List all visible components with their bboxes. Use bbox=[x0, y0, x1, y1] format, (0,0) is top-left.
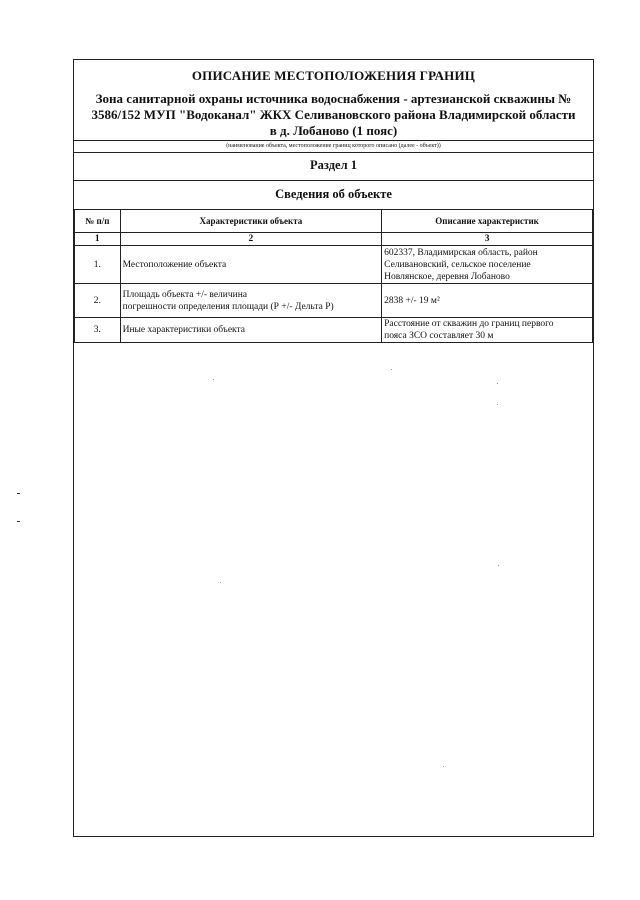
column-number: 2 bbox=[120, 233, 382, 246]
row-number: 1. bbox=[75, 246, 121, 284]
characteristic-line: Площадь объекта +/- величина bbox=[122, 289, 248, 300]
object-name-line: в д. Лобаново (1 пояс) bbox=[269, 123, 398, 138]
table-row bbox=[75, 284, 593, 318]
scan-artifact bbox=[443, 766, 444, 767]
scan-artifact bbox=[213, 379, 214, 380]
row-description bbox=[382, 284, 593, 318]
section-title: Раздел 1 bbox=[310, 158, 357, 172]
scan-artifact bbox=[497, 404, 498, 405]
object-caption: (наименование объекта, местоположение границ которого описано (далее - объект)) bbox=[226, 143, 441, 149]
column-number: 1 bbox=[75, 233, 121, 246]
document-title: ОПИСАНИЕ МЕСТОПОЛОЖЕНИЯ ГРАНИЦ bbox=[191, 68, 476, 83]
scan-artifact bbox=[17, 521, 20, 522]
table-row bbox=[75, 246, 593, 284]
column-header: № п/п bbox=[75, 210, 121, 233]
characteristic-line: погрешности определения площади (Р +/- Дельта Р) bbox=[122, 301, 334, 312]
section-heading: Сведения об объекте bbox=[275, 187, 392, 201]
row-description bbox=[382, 318, 593, 343]
description-line: Расстояние от скважин до границ первого bbox=[384, 319, 554, 329]
object-info-table bbox=[74, 209, 593, 343]
row-description bbox=[382, 246, 593, 284]
row-number: 2. bbox=[75, 284, 121, 318]
row-number: 3. bbox=[75, 318, 121, 343]
table-row bbox=[75, 318, 593, 343]
divider bbox=[74, 140, 593, 141]
scan-artifact bbox=[220, 582, 221, 583]
description-line: 2838 +/- 19 м² bbox=[384, 295, 440, 306]
characteristic-line: Местоположение объекта bbox=[122, 259, 227, 270]
description-line: 602337, Владимирская область, район bbox=[384, 247, 538, 258]
column-header: Характеристики объекта bbox=[120, 210, 382, 233]
row-characteristic bbox=[120, 318, 382, 343]
description-line: Селивановский, сельское поселение bbox=[384, 259, 531, 270]
description-line: Новлянское, деревня Лобаново bbox=[384, 271, 510, 282]
column-header: Описание характеристик bbox=[382, 210, 593, 233]
scan-artifact bbox=[17, 493, 20, 494]
characteristic-line: Иные характеристики объекта bbox=[122, 325, 246, 335]
scan-artifact bbox=[498, 565, 499, 566]
column-number: 3 bbox=[382, 233, 593, 246]
object-name-line: Зона санитарной охраны источника водоснабжения - артезианской скважины № bbox=[95, 91, 572, 106]
object-name-line: 3586/152 МУП "Водоканал" ЖКХ Селивановского района Владимирской области bbox=[91, 107, 576, 122]
divider bbox=[74, 152, 593, 153]
column-number-row bbox=[75, 233, 593, 246]
object-name bbox=[78, 91, 589, 139]
divider bbox=[74, 180, 593, 181]
scan-artifact bbox=[497, 383, 498, 384]
description-line: пояса ЗСО составляет 30 м bbox=[384, 331, 494, 341]
row-characteristic bbox=[120, 246, 382, 284]
document-frame bbox=[73, 59, 594, 837]
row-characteristic bbox=[120, 284, 382, 318]
scan-artifact bbox=[391, 369, 392, 370]
table-header-row bbox=[75, 210, 593, 233]
